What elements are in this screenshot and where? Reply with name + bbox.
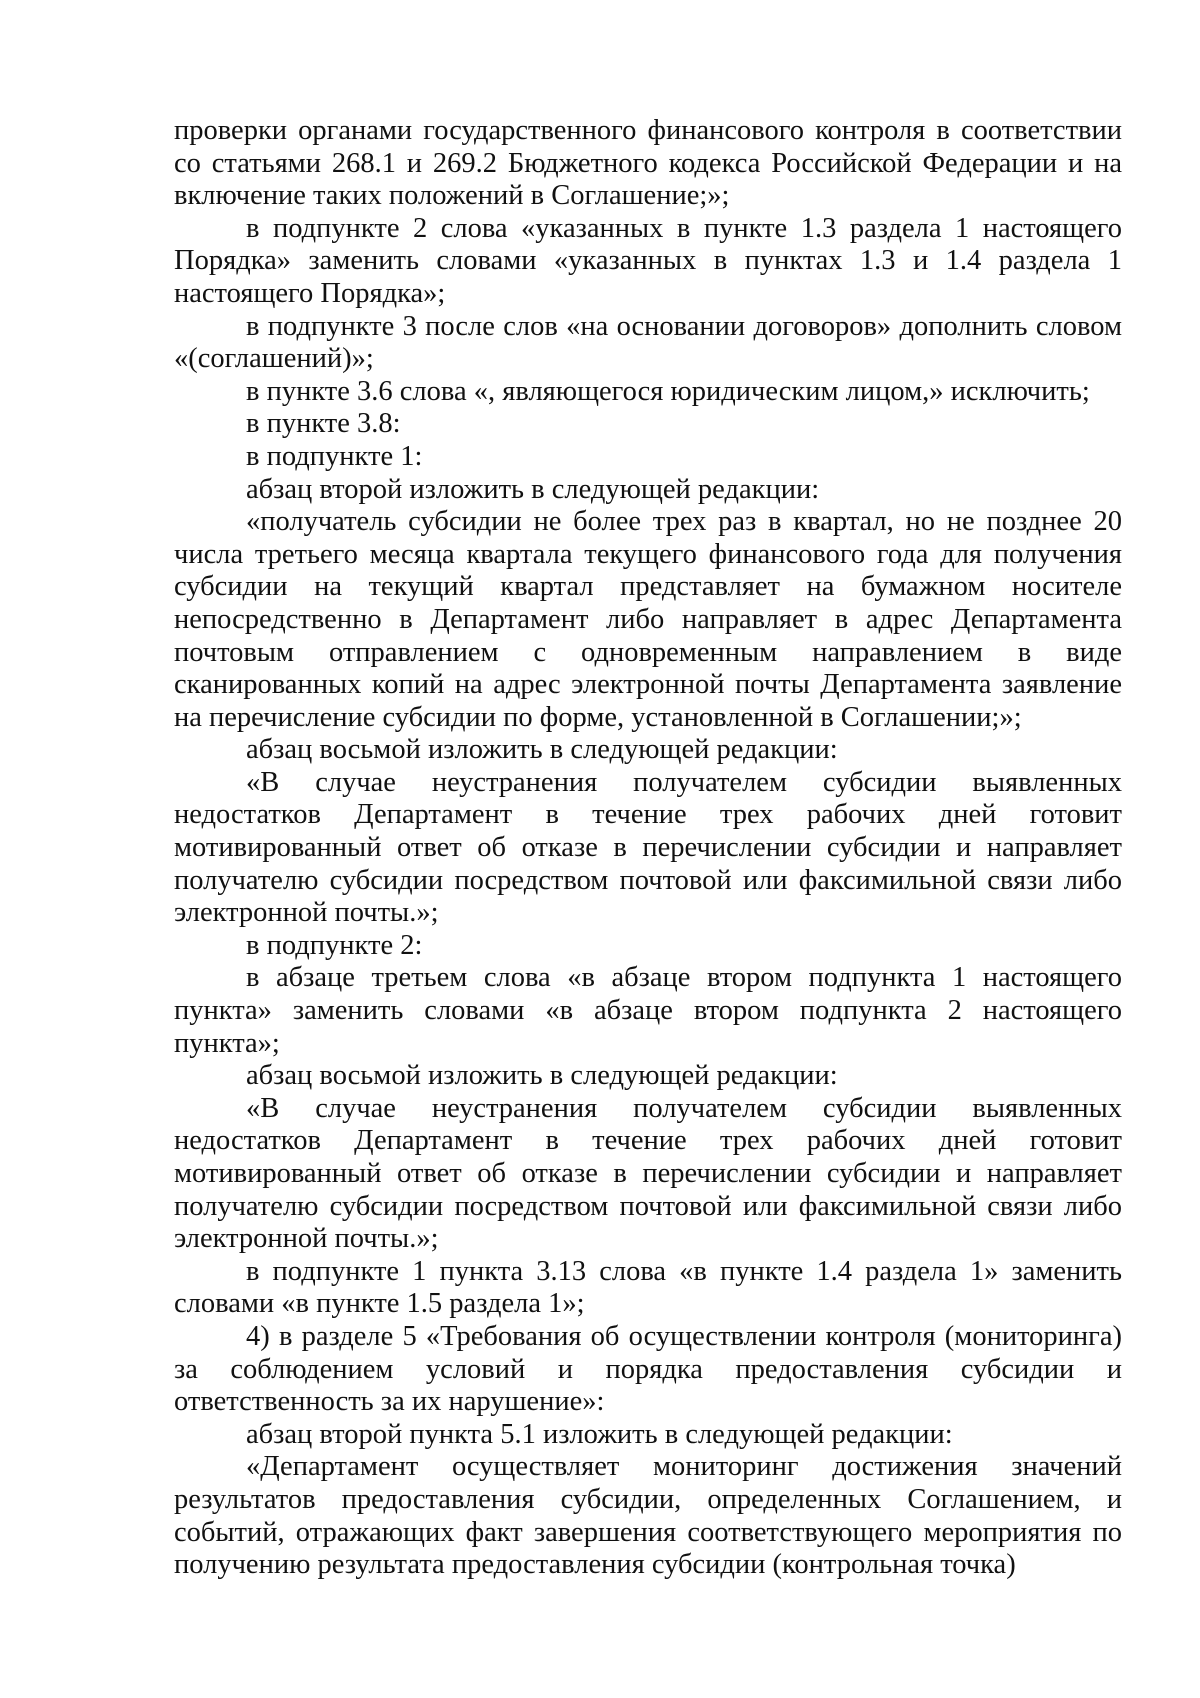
- paragraph-3: в подпункте 3 после слов «на основании договоров» дополнить словом «(соглашений)»;: [174, 310, 1122, 375]
- paragraph-4: в пункте 3.6 слова «, являющегося юридическим лицом,» исключить;: [246, 375, 1090, 407]
- paragraph-1: проверки органами государственного финансового контроля в соответствии со статьями 268.1 и 269.2 Бюджетного кодекса Российской Федерации и на включение таких положений в Соглашение;»;: [174, 115, 1122, 212]
- paragraph-2: в подпункте 2 слова «указанных в пункте 1.3 раздела 1 настоящего Порядка» заменить словами «указанных в пунктах 1.3 и 1.4 раздела 1 настоящего Порядка»;: [174, 212, 1122, 309]
- paragraph-15: в подпункте 1 пункта 3.13 слова «в пункте 1.4 раздела 1» заменить словами «в пункте 1.5 раздела 1»;: [174, 1255, 1122, 1320]
- paragraph-16: 4) в разделе 5 «Требования об осуществлении контроля (мониторинга) за соблюдением условий и порядка предоставления субсидии и ответственность за их нарушение»:: [174, 1320, 1122, 1418]
- paragraph-12: в абзаце третьем слова «в абзаце втором подпункта 1 настоящего пункта» заменить словами «в абзаце втором подпункта 2 настоящего пункта»;: [174, 962, 1122, 1059]
- paragraph-10: «В случае неустранения получателем субсидии выявленных недостатков Департамент в течение трех рабочих дней готовит мотивированный ответ об отказе в перечислении субсидии и направляет получателю субсидии посредством почтовой или факсимильной связи либо электронной почты.»;: [174, 766, 1122, 929]
- document-page: [174, 115, 1122, 1582]
- paragraph-5: в пункте 3.8:: [246, 408, 401, 440]
- paragraph-13: абзац восьмой изложить в следующей редакции:: [246, 1060, 838, 1092]
- paragraph-18: «Департамент осуществляет мониторинг достижения значений результатов предоставления субсидии, определенных Соглашением, и событий, отражающих факт завершения соответствующего мероприятия по получению результата предоставления субсидии (контрольная точка): [174, 1451, 1122, 1581]
- paragraph-8: «получатель субсидии не более трех раз в квартал, но не позднее 20 числа третьего месяца квартала текущего финансового года для получения субсидии на текущий квартал представляет на бумажном носителе непосредственно в Департамент либо направляет в адрес Департамента почтовым отправлением с одновременным направлением в виде сканированных копий на адрес электронной почты Департамента заявление на перечисление субсидии по форме, установленной в Соглашении;»;: [174, 506, 1122, 733]
- paragraph-9: абзац восьмой изложить в следующей редакции:: [246, 734, 838, 766]
- paragraph-14: «В случае неустранения получателем субсидии выявленных недостатков Департамент в течение трех рабочих дней готовит мотивированный ответ об отказе в перечислении субсидии и направляет получателю субсидии посредством почтовой или факсимильной связи либо электронной почты.»;: [174, 1092, 1122, 1255]
- paragraph-7: абзац второй изложить в следующей редакции:: [246, 473, 820, 505]
- paragraph-6: в подпункте 1:: [246, 440, 423, 472]
- paragraph-11: в подпункте 2:: [246, 929, 423, 961]
- paragraph-17: абзац второй пункта 5.1 изложить в следующей редакции:: [246, 1418, 953, 1450]
